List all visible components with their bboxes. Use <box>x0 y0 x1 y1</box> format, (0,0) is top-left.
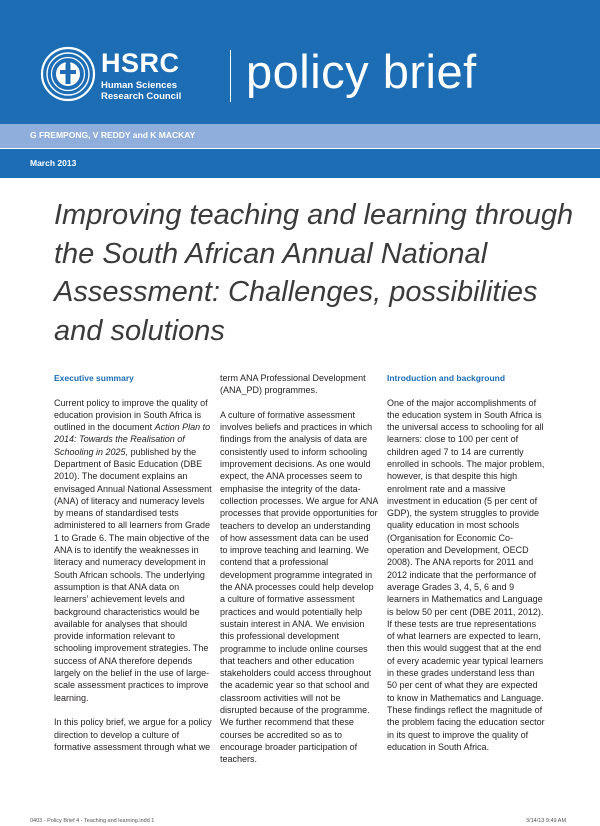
slug-filename: 0403 - Policy Brief 4 - Teaching and learning.indd 1 <box>30 818 155 824</box>
para1-text-cont: published by the Department of Basic Education (DBE 2010). The document explains an envisaged Annual National Assessment (ANA) of literacy and numeracy levels by means of standardised tests administered to all learners from Grade 1 to Grade 6. The main objective of the ANA is to identify the weaknesses in literacy and numeracy development in South African schools. The underlying assumption is that ANA data on learners’ achievement levels and background characteristics would be available for analyses that should provide information relevant to schooling improvement strategies. The success of ANA therefore depends largely on the belief in the use of large-scale assessment practices to improve learning. <box>54 446 212 703</box>
introduction-heading: Introduction and background <box>387 373 506 383</box>
column-1 <box>54 372 212 765</box>
document-title: Improving teaching and learning through the South African Annual National Assessment: Challenges, possibilities and solutions <box>54 199 574 347</box>
exec-summary-para2: In this policy brief, we argue for a policy direction to develop a culture of formative assessment through what we <box>54 717 212 752</box>
para1-text: Current policy to improve the quality of education provision in South Africa is outlined in the document <box>54 397 208 433</box>
exec-summary-heading: Executive summary <box>54 373 134 383</box>
brand-block <box>101 50 181 102</box>
brand-name: HSRC <box>101 48 180 78</box>
col2-para1: term ANA Professional Development (ANA_PD) programmes. <box>220 373 366 396</box>
para1-doc-title: Action Plan to 2014: Towards the Realisation of Schooling in 2025, <box>54 422 211 457</box>
publication-date: March 2013 <box>30 158 77 168</box>
date-band <box>0 149 600 178</box>
print-slug <box>0 816 600 826</box>
column-2 <box>220 372 378 778</box>
brand-sub-line1: Human Sciences <box>101 80 178 91</box>
column-3 <box>387 372 545 765</box>
exec-summary-para1 <box>54 397 212 704</box>
authors: G FREMPONG, V REDDY and K MACKAY <box>30 130 196 140</box>
hsrc-logo-icon <box>40 46 96 102</box>
brand-sub-line2: Research Council <box>101 91 182 102</box>
col2-para2: A culture of formative assessment involves beliefs and practices in which findings from the analysis of data are consistently used to inform schooling improvement decisions. As one would expect, the ANA processes seem to emphasise the integrity of the data-collection processes. We argue for ANA processes that provide opportunities for teachers to develop an understanding of how assessment data can be used to improve teaching and learning. We contend that a professional development programme integrated in the ANA processes could help develop a culture of formative assessment practices and would potentially help sustain interest in ANA. We envision this professional development programme to include online courses that teachers and other education stakeholders could access throughout the academic year so that school and classroom activities will not be disrupted because of the programme. We further recommend that these courses be accredited so as to encourage broader participation of teachers. <box>220 409 378 765</box>
introduction-para1: One of the major accomplishments of the education system in South Africa is the universal access to schooling for all learners: close to 100 per cent of children aged 7 to 14 are currently enrolled in schools. The major problem, however, is that despite this high enrolment rate and a massive investment in education (5 per cent of GDP), the system struggles to provide quality education in most schools (Organisation for Economic Co-operation and Development, OECD 2008). The ANA reports for 2011 and 2012 indicate that the performance of average Grades 3, 4, 5, 6 and 9 learners in Mathematics and Language is below 50 per cent (DBE 2011, 2012). If these tests are true representations of what learners are expected to learn, then this would suggest that at the end of every academic year typical learners in these grades understand less than 50 per cent of what they are expected to know in Mathematics and Language. These findings reflect the magnitude of the problem facing the education sector in its quest to improve the quality of education in South Africa. <box>387 397 545 752</box>
brand-divider <box>230 50 231 102</box>
series-title: policy brief <box>246 45 477 98</box>
slug-timestamp: 3/14/13 9:49 AM <box>526 818 567 824</box>
